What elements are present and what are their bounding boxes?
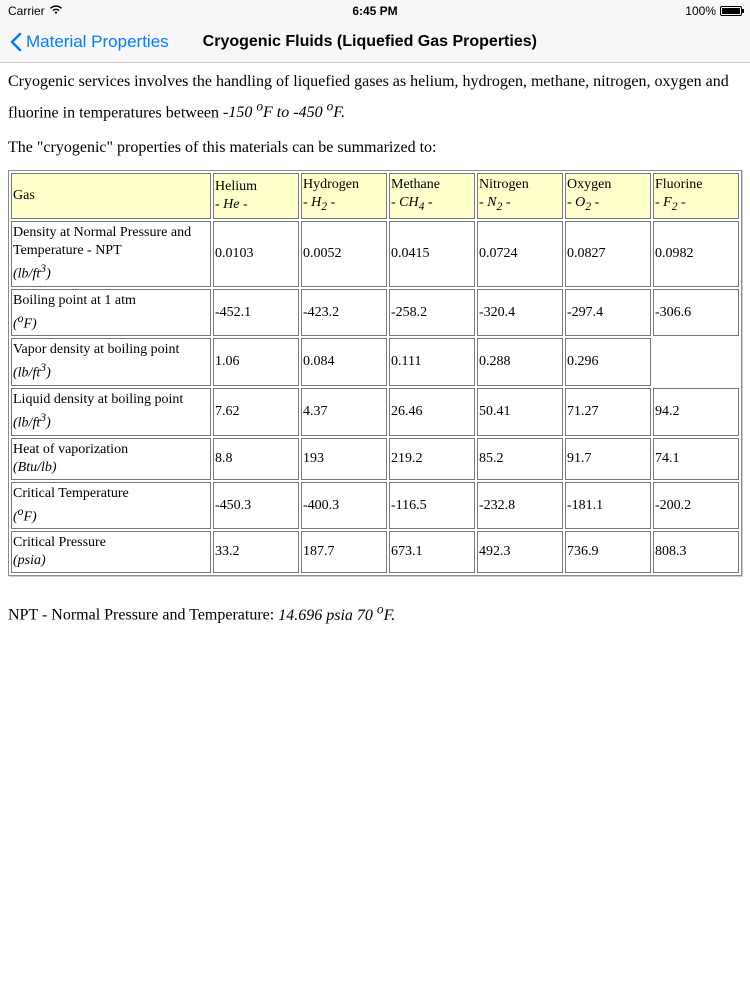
header-gas-nitrogen: Nitrogen - $N_2$ -	[477, 173, 563, 219]
value-cell: -116.5	[389, 482, 475, 530]
summary-paragraph: The "cryogenic" properties of this materials can be summarized to:	[8, 139, 437, 157]
page-title: Cryogenic Fluids (Liquefied Gas Properties)	[202, 33, 537, 50]
header-gas-hydrogen: Hydrogen - $H_2$ -	[301, 173, 387, 219]
content-area	[0, 63, 750, 628]
npt-note	[8, 596, 742, 627]
table-row	[11, 289, 739, 337]
note-unit: F.	[383, 606, 396, 624]
value-cell: 1.06	[213, 338, 299, 386]
properties-table	[8, 170, 742, 576]
value-cell: 0.084	[301, 338, 387, 386]
degree-mark: o	[256, 99, 264, 114]
value-cell: -450.3	[213, 482, 299, 530]
chevron-left-icon	[10, 32, 22, 52]
temp-end: F.	[333, 104, 345, 122]
value-cell: 85.2	[477, 438, 563, 480]
table-row	[11, 338, 739, 386]
value-cell: -200.2	[653, 482, 739, 530]
table-row	[11, 482, 739, 530]
value-cell: 50.41	[477, 388, 563, 436]
table-row	[11, 221, 739, 287]
table-row	[11, 388, 739, 436]
wifi-icon	[49, 4, 63, 18]
value-cell: -452.1	[213, 289, 299, 337]
back-button[interactable]	[0, 32, 169, 52]
header-gas-helium: Helium - He -	[213, 173, 299, 219]
battery-percent: 100%	[685, 4, 716, 18]
header-gas-fluorine: Fluorine - $F_2$ -	[653, 173, 739, 219]
temp-mid: F to -450	[263, 104, 327, 122]
value-cell: 7.62	[213, 388, 299, 436]
row-label: Density at Normal Pressure and Temperature - NPT $(lb/ft^3)$	[11, 221, 211, 287]
header-gas-label: Gas	[11, 173, 211, 219]
value-cell: -297.4	[565, 289, 651, 337]
value-cell: -400.3	[301, 482, 387, 530]
value-cell: 0.0724	[477, 221, 563, 287]
value-cell: 91.7	[565, 438, 651, 480]
value-cell: 0.0103	[213, 221, 299, 287]
value-cell: 673.1	[389, 531, 475, 573]
note-text: NPT - Normal Pressure and Temperature:	[8, 606, 279, 624]
table-row	[11, 531, 739, 573]
value-cell: 8.8	[213, 438, 299, 480]
value-cell: 4.37	[301, 388, 387, 436]
value-cell: 187.7	[301, 531, 387, 573]
table-header-row	[11, 173, 739, 219]
table-row	[11, 438, 739, 480]
value-cell: 808.3	[653, 531, 739, 573]
value-cell: 193	[301, 438, 387, 480]
note-value: 14.696 psia 70	[278, 606, 377, 624]
value-cell: 0.111	[389, 338, 475, 386]
value-cell: 0.0052	[301, 221, 387, 287]
status-bar	[0, 0, 750, 22]
back-label: Material Properties	[26, 32, 169, 51]
value-cell: 0.0982	[653, 221, 739, 287]
row-label: Boiling point at 1 atm ($^o$F)	[11, 289, 211, 337]
value-cell: -320.4	[477, 289, 563, 337]
value-cell	[653, 338, 739, 386]
value-cell: 94.2	[653, 388, 739, 436]
value-cell: 492.3	[477, 531, 563, 573]
temp-low: -150	[223, 104, 257, 122]
carrier-label: Carrier	[8, 4, 45, 18]
intro-text: Cryogenic services involves the handling of liquefied gases as helium, hydrogen, methane, nitrogen, oxygen and fluorine in temperatures between	[8, 73, 729, 122]
row-label: Critical Pressure (psia)	[11, 531, 211, 573]
value-cell: -181.1	[565, 482, 651, 530]
value-cell: -258.2	[389, 289, 475, 337]
value-cell: 33.2	[213, 531, 299, 573]
row-label: Heat of vaporization (Btu/lb)	[11, 438, 211, 480]
value-cell: 0.296	[565, 338, 651, 386]
value-cell: -423.2	[301, 289, 387, 337]
value-cell: 0.0415	[389, 221, 475, 287]
value-cell: 0.288	[477, 338, 563, 386]
value-cell: 71.27	[565, 388, 651, 436]
header-gas-oxygen: Oxygen - $O_2$ -	[565, 173, 651, 219]
intro-paragraph	[8, 69, 742, 125]
value-cell: -232.8	[477, 482, 563, 530]
value-cell: 74.1	[653, 438, 739, 480]
degree-mark: o	[376, 601, 384, 617]
navigation-bar	[0, 22, 750, 63]
value-cell: 26.46	[389, 388, 475, 436]
degree-mark: o	[326, 99, 334, 114]
row-label: Critical Temperature ($^o$F)	[11, 482, 211, 530]
value-cell: -306.6	[653, 289, 739, 337]
battery-icon	[720, 6, 742, 16]
value-cell: 219.2	[389, 438, 475, 480]
value-cell: 736.9	[565, 531, 651, 573]
clock: 6:45 PM	[352, 4, 398, 18]
row-label: Liquid density at boiling point $(lb/ft^3)$	[11, 388, 211, 436]
row-label: Vapor density at boiling point $(lb/ft^3)$	[11, 338, 211, 386]
value-cell: 0.0827	[565, 221, 651, 287]
header-gas-methane: Methane - $CH_4$ -	[389, 173, 475, 219]
